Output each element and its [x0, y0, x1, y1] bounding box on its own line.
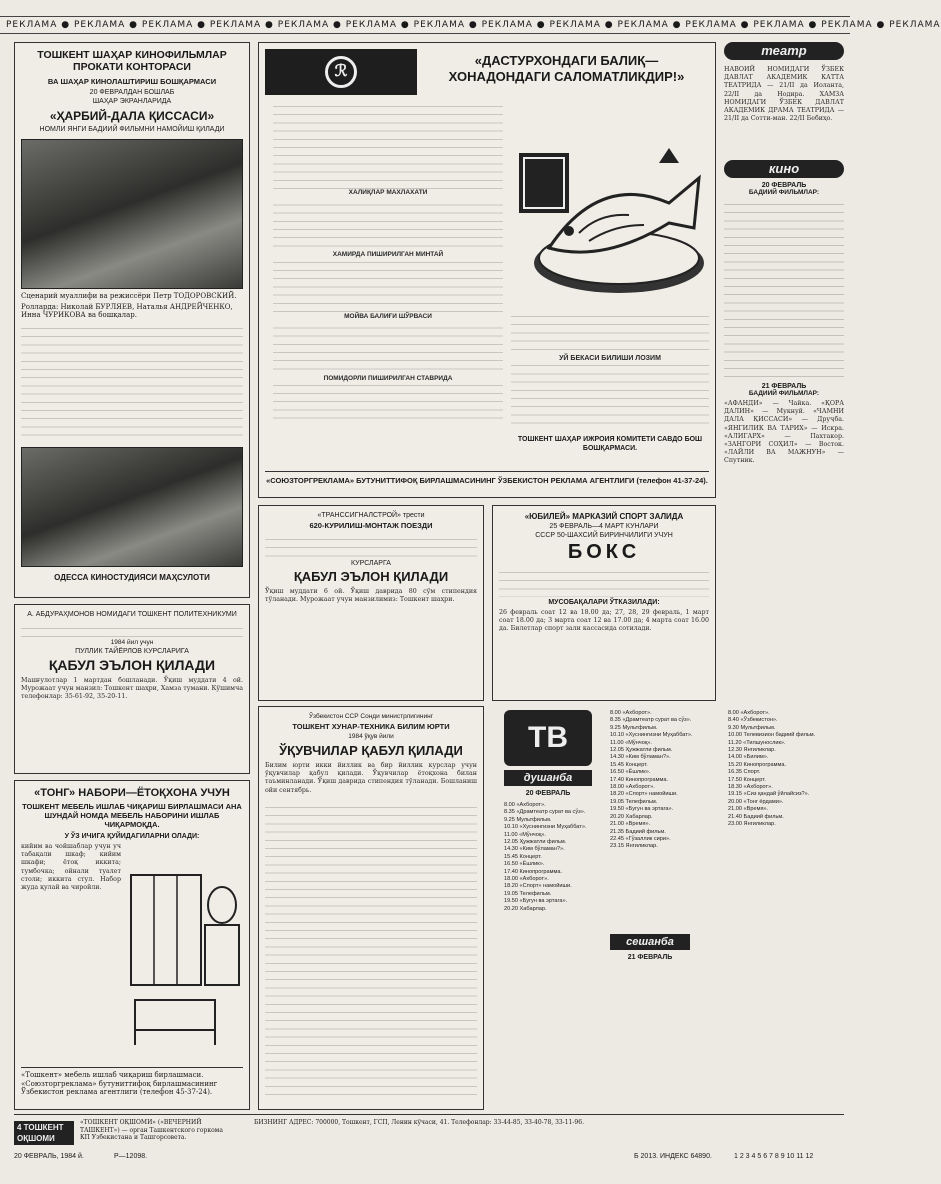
box-date: 25 ФЕВРАЛЬ—4 МАРТ КУНЛАРИ [549, 523, 659, 530]
tv-program-item: 15.20 Кинопрограмма. [728, 761, 787, 768]
tv-program-item: 12.05 Ҳужжатли фильм. [504, 839, 567, 846]
tv-program-item: 14.30 «Ким бўламан?». [504, 846, 565, 853]
tv-day-2: сешанба [610, 934, 690, 950]
kurs-ad [258, 505, 484, 701]
fish-right-text [511, 311, 709, 431]
tv-program-item: 12.05 Ҳужжатли фильм. [610, 747, 673, 754]
footer-addr: БИЗНИНГ АДРЕС: 700000, Тошкент, ГСП, Ленин кўчаси, 41. Телефонлар: 33-44-85, 33-40-78, 33-11-96. [254, 1119, 584, 1126]
tv-program-item: 11.20 «Тилшунослик». [728, 739, 786, 746]
tv-program-item: 8.00 «Ахборот». [610, 710, 652, 716]
tv-program-item: 9.25 Мультфильм. [610, 724, 658, 731]
fish-title: «ДАСТУРХОНДАГИ БАЛИҚ— ХОНАДОНДАГИ САЛОМАТЛИКДИР!» [448, 53, 685, 84]
kurs-org: «ТРАНССИГНАЛСТРОЙ» трести [317, 512, 425, 519]
film-org2: ВА ШАҲАР КИНОЛАШТИРИШ БОШҚАРМАСИ [47, 77, 217, 86]
poly-sub: ПУЛЛИК ТАЙЁРЛОВ КУРСЛАРИГА [75, 647, 189, 655]
tv-program-item: 10.10 «Хуснингизни Муҳаббат». [504, 824, 587, 831]
film-studio: ОДЕССА КИНОСТУДИЯСИ МАҲСУЛОТИ [54, 572, 210, 582]
tv-program-item: 8.35 «Драмтеатр сурат ва сўз». [610, 717, 692, 724]
tv-program-item: 12.30 Янгиликлар. [728, 747, 776, 754]
film-photo-1 [21, 139, 243, 289]
footer-paper: 4 ТОШКЕНТ ОҚШОМИ [14, 1121, 74, 1145]
footer-pages: 1 2 3 4 5 6 7 8 9 10 11 12 [734, 1153, 814, 1160]
furniture-illustration [125, 865, 243, 1055]
tv-program-item: 8.00 «Ахборот». [504, 802, 546, 808]
tv-program [492, 706, 844, 1110]
tv-program-item: 8.40 «Ўзбекистон». [728, 717, 778, 724]
film-subtitle: НОМЛИ ЯНГИ БАДИИЙ ФИЛЬМНИ НАМОЙИШ ҚИЛАДИ [39, 126, 225, 133]
box-text: 26 февраль соат 12 ва 18.00 да; 27, 28, 29 февраль, 1 март соат 18.00 да; 3 марта соат 12 ва 17.00 да; 4 марта соат 16.00 да. Билетлар спорт зали кассасида сотилади. [499, 609, 709, 633]
film-org: ТОШКЕНТ ШАҲАР КИНОФИЛЬМЛАР ПРОКАТИ КОНТОРАСИ [37, 49, 227, 73]
fish-footer: «СОЮЗТОРГРЕКЛАМА» БУТУНИТТИФОҚ БИРЛАШМАСИНИНГ ЎЗБЕКИСТОН РЕКЛАМА АГЕНТЛИГИ (телефон 41-37-24). [265, 471, 709, 485]
tv-program-item: 18.30 «Ахборот». [728, 784, 773, 791]
kino-heading: кино [724, 160, 844, 178]
kurs-title: ҚАБУЛ ЭЪЛОН ҚИЛАДИ [293, 569, 449, 584]
footer-index: Б 2013. ИНДЕКС 64890. [634, 1153, 712, 1160]
tv-list-2 [610, 710, 722, 1104]
footer [14, 1114, 844, 1164]
tv-program-item: 18.20 «Спорт» намойиши. [504, 883, 572, 890]
poly-title: ҚАБУЛ ЭЪЛОН ҚИЛАДИ [48, 656, 216, 673]
tv-program-item: 17.40 Кинопрограмма. [504, 868, 563, 875]
college-text-lines [265, 802, 477, 1102]
tv-program-item: 19.50 «Бугун ва эртага». [504, 898, 568, 905]
tong-h1: У ЎЗ ИЧИГА ҚУЙИДАГИЛАРНИ ОЛАДИ: [64, 833, 200, 840]
fish-h4: ПОМИДОРЛИ ПИШИРИЛГАН СТАВРИДА [273, 375, 503, 383]
tv-program-item: 8.35 «Драмтеатр сурат ва сўз». [504, 809, 586, 816]
tv-program-item: 21.00 «Время». [610, 821, 651, 828]
tv-program-item: 21.40 Бадиий фильм. [728, 813, 784, 820]
tv-program-item: 15.45 Концерт. [610, 761, 648, 768]
film-caption: Сценарий муаллифи ва режиссёри Петр ТОДОРОВСКИЙ. [21, 292, 237, 300]
tv-program-item: 17.40 Кинопрограмма. [610, 776, 669, 783]
tv-program-item: 19.05 Телефильм. [610, 798, 658, 805]
tv-program-item: 19.15 «Сиз қандай ўйлайсиз?». [728, 791, 810, 798]
film-photo-2 [21, 447, 243, 567]
poly-org: А. АБДУРАҲМОНОВ НОМИДАГИ ТОШКЕНТ ПОЛИТЕХНИКУМИ [27, 611, 237, 618]
tv-program-item: 18.00 «Ахборот». [610, 784, 655, 791]
film-date: 20 ФЕВРАЛДАН БОШЛАБ [89, 89, 175, 96]
film-title: «ҲАРБИЙ-ДАЛА ҚИССАСИ» [49, 109, 215, 123]
header-strip: РЕКЛАМА ● РЕКЛАМА ● РЕКЛАМА ● РЕКЛАМА ● РЕКЛАМА ● РЕКЛАМА ● РЕКЛАМА ● РЕКЛАМА ● РЕКЛАМА ● РЕКЛАМА ● РЕКЛАМА ● РЕКЛАМА ● РЕКЛАМА ● РЕКЛАМА [0, 16, 850, 34]
fish-h5: УЙ БЕКАСИ БИЛИШИ ЛОЗИМ [511, 355, 709, 363]
kino-date-2: 21 ФЕВРАЛЬ [761, 383, 807, 390]
tv-program-item: 21.35 Бадиий фильм. [610, 828, 666, 835]
footer-date: 20 ФЕВРАЛЬ, 1984 й. [14, 1153, 84, 1160]
college-org2: ТОШКЕНТ ХУНАР-ТЕХНИКА БИЛИМ ЮРТИ [292, 722, 450, 731]
tv-program-item: 19.05 Телефильм. [504, 890, 552, 897]
kurs-org2: 620-КУРИЛИШ-МОНТАЖ ПОЕЗДИ [309, 521, 433, 530]
tv-program-item: 18.00 «Ахборот». [504, 876, 549, 883]
tv-program-item: 8.00 «Ахборот». [728, 710, 770, 716]
kino-text: «АФАНДИ» — Чайка. «ҚОРА ДАЛИН» — Мукнуй. «ЧАМНИ ДАЛА ҚИССАСИ» — Друҷба. «ЯНГИЛИК ВА ТАРИХ» — Искра. «АЛИГАРХ» — Пахтакор. «ЗАНГОРИ СОҲИЛ» — Восток. «ЛАЙЛИ ВА МАЖНУН» — Спутник. [724, 400, 844, 465]
tv-list-3 [728, 710, 840, 1104]
college-text: Билим юрти икки йиллик ва бир йиллик курслар учун ўқувчилар қабул қилади. Ўқувчилар ётоқхона билан таъминланади. Ўқиш даврида стипендия тўланади. Бошланиш ойи сентябрь. [265, 762, 477, 794]
tong-sub: ТОШКЕНТ МЕБЕЛЬ ИШЛАБ ЧИҚАРИШ БИРЛАШМАСИ АНА ШУНДАЙ НОМДА МЕБЕЛЬ НАБОРИНИ ИШЛАБ ЧИҚАРМОҚДА. [22, 802, 242, 829]
fish-h3: МОЙВА БАЛИҒИ ШЎРВАСИ [273, 313, 503, 321]
box-champ: СССР 50-ШАХСИЙ БИРИНЧИЛИГИ УЧУН [535, 532, 673, 539]
film-ad [14, 42, 250, 598]
polytechnic-ad [14, 604, 250, 774]
tv-program-item: 14.00 «Билим». [728, 754, 769, 761]
tv-program-item: 20.20 Хабарлар. [504, 905, 547, 912]
film-screen: ШАҲАР ЭКРАНЛАРИДА [92, 98, 172, 105]
tong-title: «ТОНГ» НАБОРИ—ЁТОҚХОНА УЧУН [34, 787, 230, 799]
tv-program-item: 21.00 «Время». [728, 806, 769, 813]
theatre-text: НАВОИЙ НОМИДАГИ ЎЗБЕК ДАВЛАТ АКАДЕМИК КАТТА ТЕАТРИДА — 21/II да Иоланта, 22/II да Нодира. ХАМЗА НОМИДАГИ ЎЗБЕК ДАВЛАТ АКАДЕМИК ДРАМА ТЕАТРИДА — 21/II да Сотти-ман. 22/II Бебиҳо. [724, 66, 844, 123]
kurs-sub: КУРСЛАРГА [351, 560, 391, 567]
tv-program-item: 16.35 Спорт. [728, 769, 761, 776]
tv-program-item: 20.00 «Тонг ёрдами». [728, 798, 784, 805]
tv-date-1: 20 ФЕВРАЛЬ [525, 790, 571, 797]
tv-program-item: 17.50 Концерт. [728, 776, 766, 783]
college-year: 1984 ўқув йили [348, 733, 394, 740]
tv-program-item: 14.30 «Ким бўламан?». [610, 754, 671, 761]
kino-label-1: БАДИИЙ ФИЛЬМЛАР: [748, 189, 820, 196]
fish-sign: ТОШКЕНТ ШАҲАР ИЖРОИЯ КОМИТЕТИ САВДО БОШ БОШҚАРМАСИ. [517, 436, 703, 452]
tv-list-1 [504, 802, 604, 1102]
tv-program-item: 15.45 Концерт. [504, 853, 542, 860]
poly-text: Машғулотлар 1 мартдан бошланади. Ўқиш муддати 4 ой. Мурожаат учун манзил: Тошкент шаҳри, Хамза тумани. Кўшимча телефонлар: 35-61-92, 35-20-11. [21, 676, 243, 700]
box-title: БОКС [567, 541, 641, 563]
tv-program-item: 20.20 Хабарлар. [610, 813, 653, 820]
tong-footer: «Тошкент» мебель ишлаб чиқариш бирлашмаси. «Союзторгреклама» бутуниттифоқ бирлашмасининг Ўзбекистон реклама агентлиги (телефон 45-37-24). [21, 1067, 243, 1097]
college-org: Ўзбекистон ССР Сонди министрлигининг [308, 713, 434, 720]
film-text-lines [21, 323, 243, 441]
tv-program-item: 22.45 «Гўзаллик сири». [610, 835, 671, 842]
poly-year: 1984 йил учун [110, 638, 154, 646]
tv-program-item: 11.00 «Мўнчоқ». [504, 831, 546, 838]
tv-program-item: 19.50 «Бугун ва эртага». [610, 806, 674, 813]
footer-info: «ТОШКЕНТ ОҚШОМИ» («ВЕЧЕРНИЙ ТАШКЕНТ») — орган Ташкентского горкома КП Узбекистана и Ташгорсовета. [80, 1119, 223, 1141]
tong-ad [14, 780, 250, 1110]
tv-day-1: душанба [504, 770, 592, 786]
tv-program-item: 10.00 Телевизион бадиий фильм. [728, 732, 816, 739]
tv-program-item: 9.25 Мультфильм. [504, 816, 552, 823]
fish-left-text [273, 101, 503, 421]
college-ad [258, 706, 484, 1110]
box-hall: «ЮБИЛЕЙ» МАРКАЗИЙ СПОРТ ЗАЛИДА [524, 512, 684, 521]
tv-program-item: 16.50 «Ёшлик». [504, 861, 545, 868]
fish-h2: ХАМИРДА ПИШИРИЛГАН МИНТАЙ [273, 251, 503, 259]
tv-program-item: 16.50 «Ёшлик». [610, 769, 651, 776]
boxing-ad [492, 505, 716, 701]
header-label: РЕКЛАМА [6, 20, 58, 30]
tv-program-item: 18.20 «Спорт» намойиши. [610, 791, 678, 798]
kino-date-1: 20 ФЕВРАЛЬ [761, 182, 807, 189]
fish-illustration [509, 133, 709, 303]
tv-program-item: 23.15 Янгиликлар. [610, 843, 658, 850]
kurs-text: Ўқиш муддати 6 ой. Ўқиш даврида 80 сўм стипендия тўланади. Мурожаат учун манзилимиз: Тошкент шаҳри. [265, 588, 477, 604]
box-sub: МУСОБАҚАЛАРИ ЎТКАЗИЛАДИ: [548, 599, 660, 606]
theatre-heading: театр [724, 42, 844, 60]
tong-text: кийим ва чойшаблар учун уч табақали шкаф; кийим шкафи; ётоқ иккита; тумбочка; ойнали туалет столи; иккита стул. Набор жуда қулай ва чиройли. [21, 843, 121, 892]
tv-date-2: 21 ФЕВРАЛЬ [627, 954, 673, 961]
fish-ad [258, 42, 716, 498]
film-body: Ролларда: Николай БУРЛЯЕВ, Наталья АНДРЕЙЧЕНКО, Инна ЧУРИКОВА ва бошқалар. [21, 302, 233, 319]
kino-list-1 [724, 199, 844, 379]
kino-label-2: БАДИИЙ ФИЛЬМЛАР: [748, 390, 820, 397]
footer-order: Р—12098. [114, 1153, 148, 1160]
tv-program-item: 23.00 Янгиликлар. [728, 821, 776, 828]
right-column [724, 42, 844, 602]
agency-logo: ℛ [265, 49, 417, 95]
tv-program-item: 11.00 «Мўнчоқ». [610, 739, 652, 746]
college-title: ЎҚУВЧИЛАР ҚАБУЛ ҚИЛАДИ [279, 743, 463, 758]
tv-program-item: 9.30 Мультфильм. [728, 724, 776, 731]
tv-logo: ТВ [504, 710, 592, 766]
fish-h1: ХАЛИҚЛАР МАХЛАХАТИ [273, 189, 503, 197]
tv-program-item: 10.10 «Хуснингизни Муҳаббат». [610, 732, 693, 739]
